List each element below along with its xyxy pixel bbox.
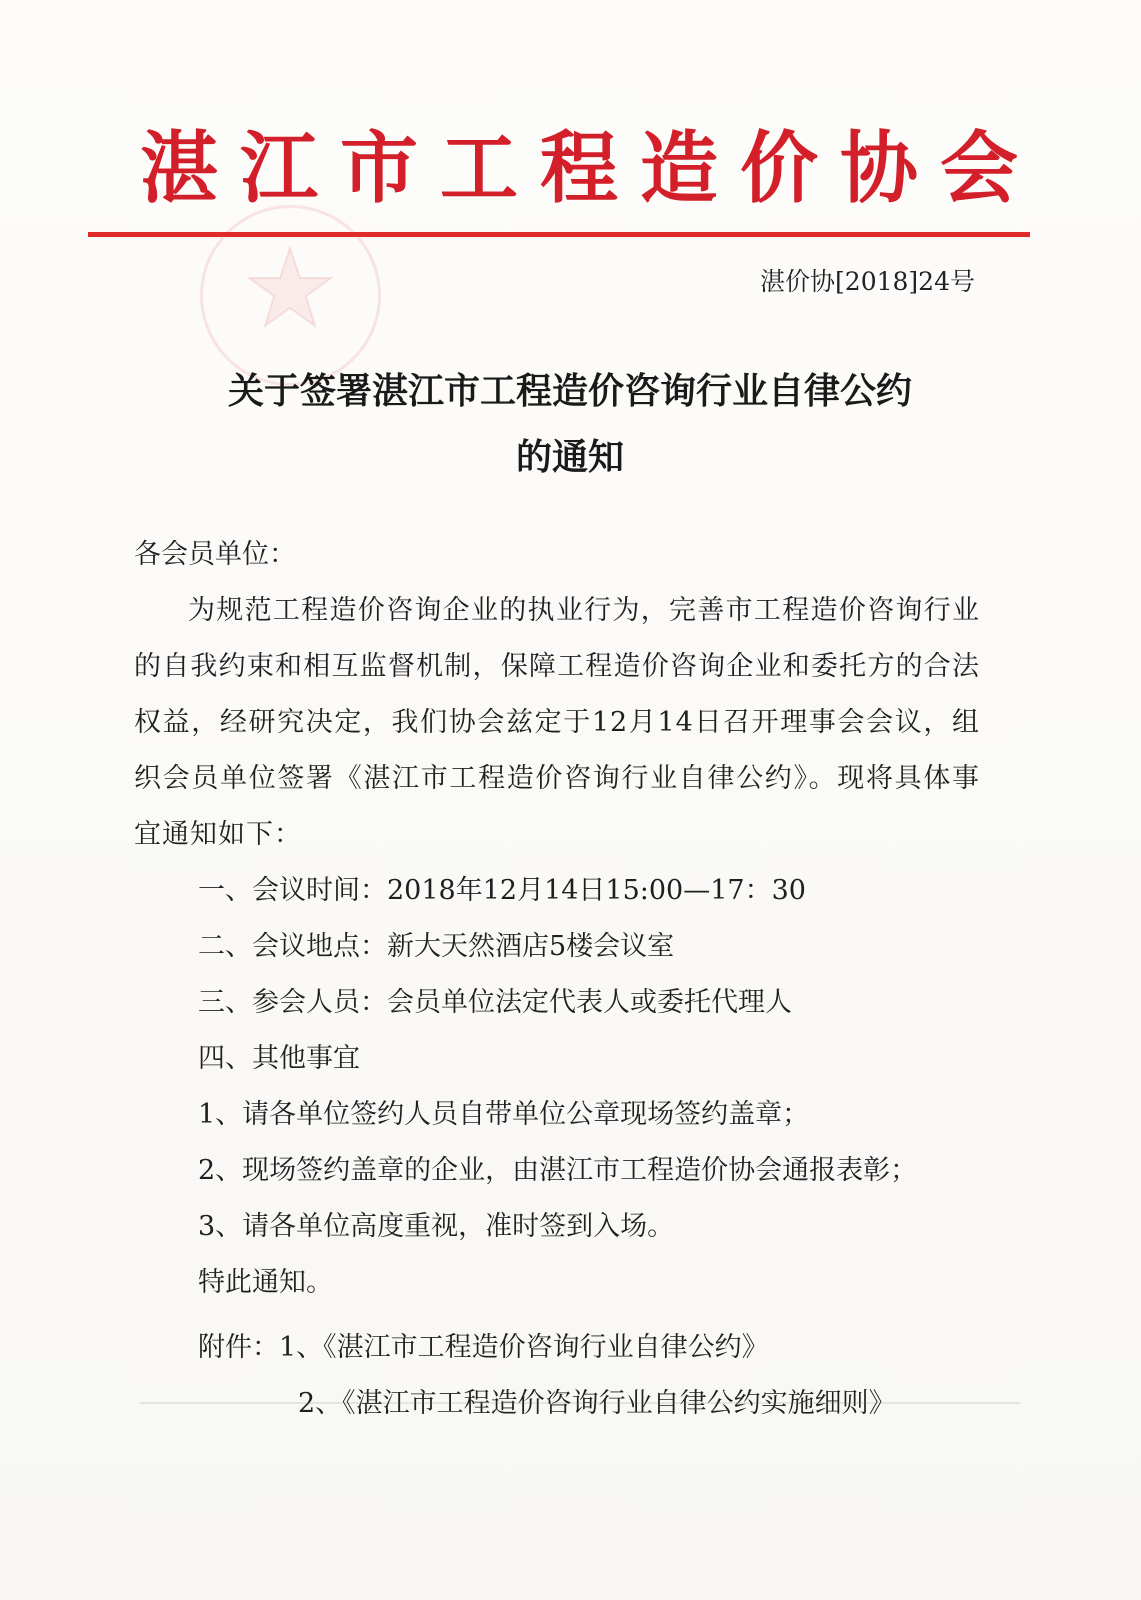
attachments	[198, 1320, 896, 1432]
document-title	[120, 358, 1020, 490]
item-attendees: 三、参会人员：会员单位法定代表人或委托代理人	[198, 987, 792, 1018]
document-number: 湛价协[2018]24号	[760, 267, 975, 296]
attachment-1: 1、《湛江市工程造价咨询行业自律公约》	[279, 1332, 769, 1363]
item-sub-2: 2、现场签约盖章的企业，由湛江市工程造价协会通报表彰；	[198, 1155, 918, 1186]
attachment-label: 附件：	[198, 1332, 279, 1363]
item-meeting-time: 一、会议时间：2018年12月14日15:00—17：30	[198, 875, 806, 906]
masthead-divider	[88, 232, 1030, 237]
item-other-matters: 四、其他事宜	[198, 1043, 360, 1074]
masthead-title: 湛江市工程造价协会	[140, 123, 1041, 214]
attachment-2: 2、《湛江市工程造价咨询行业自律公约实施细则》	[298, 1388, 896, 1419]
document-body	[134, 527, 980, 1311]
item-sub-1: 1、请各单位签约人员自带单位公章现场签约盖章；	[198, 1099, 810, 1130]
scan-artifact	[140, 1402, 1020, 1404]
intro-paragraph: 为规范工程造价咨询企业的执业行为，完善市工程造价咨询行业的自我约束和相互监督机制，保障工程造价咨询企业和委托方的合法权益，经研究决定，我们协会兹定于12月14日召开理事会会议，组织会员单位签署《湛江市工程造价咨询行业自律公约》。现将具体事宜通知如下：	[134, 595, 980, 850]
item-meeting-place: 二、会议地点：新大天然酒店5楼会议室	[198, 931, 675, 962]
salutation: 各会员单位：	[134, 539, 296, 570]
closing-remark: 特此通知。	[198, 1267, 333, 1298]
title-line-1: 关于签署湛江市工程造价咨询行业自律公约	[227, 370, 912, 412]
item-sub-3: 3、请各单位高度重视，准时签到入场。	[198, 1211, 675, 1242]
title-line-2: 的通知	[515, 436, 624, 478]
attachment-row-1	[198, 1320, 896, 1376]
